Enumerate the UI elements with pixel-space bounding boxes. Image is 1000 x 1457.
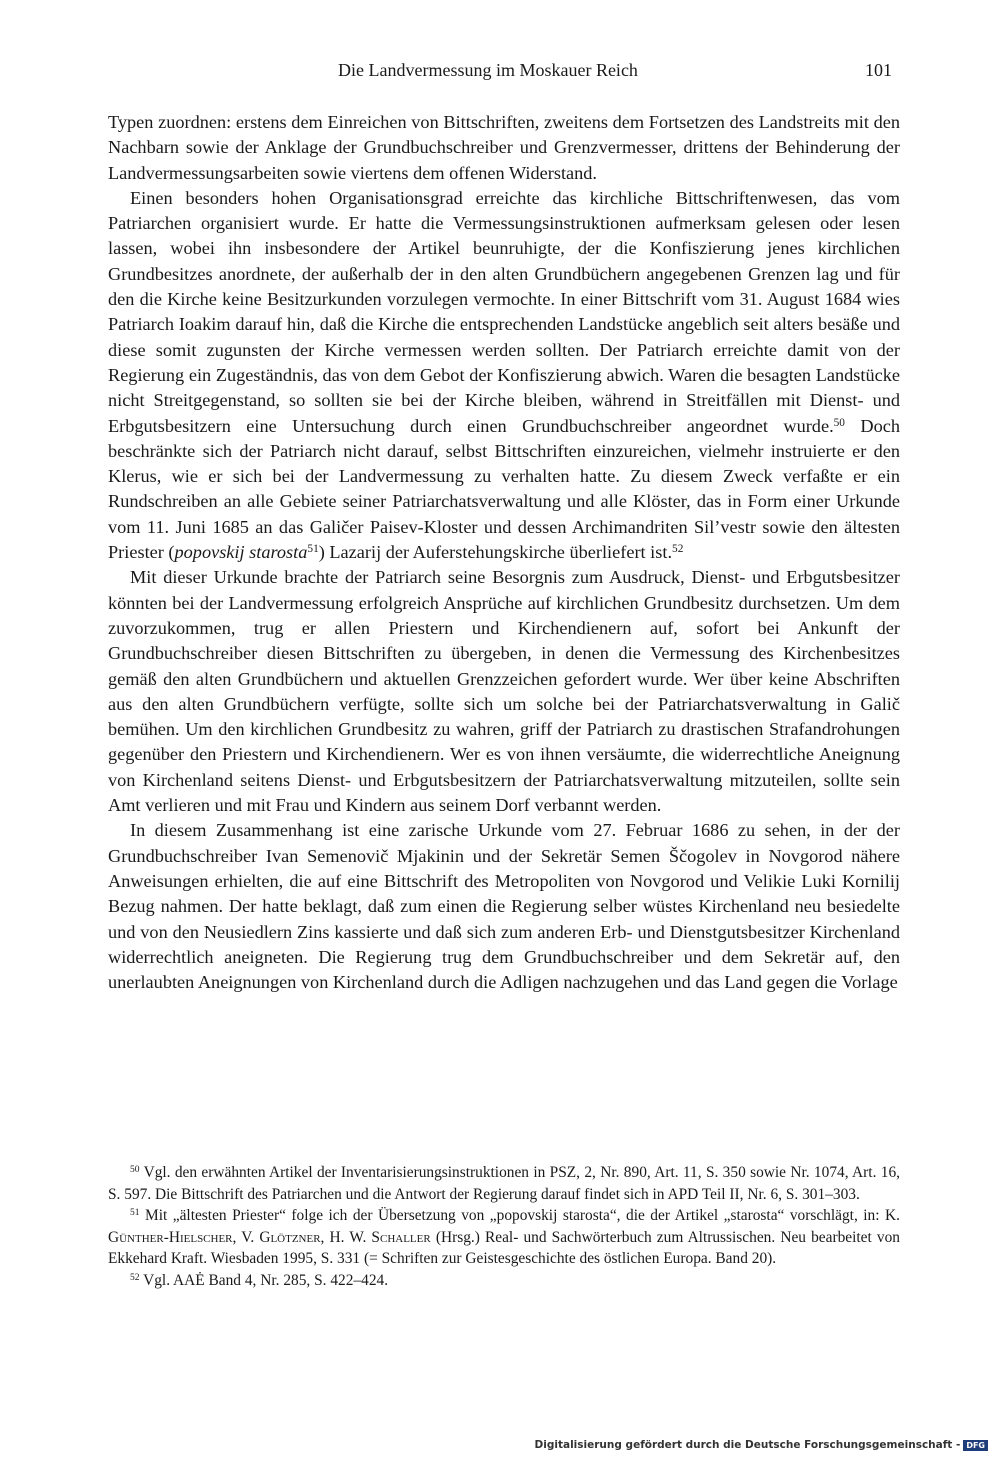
footnote-number-50: 50 bbox=[130, 1163, 140, 1175]
footnote-50-text: Vgl. den erwähnten Artikel der Inventarisierungsinstruktionen in PSZ, 2, Nr. 890, Art. 11, S. 350 sowie Nr. 1074, Art. 16, S. 597. Die Bittschrift des Patriarchen und die Antwort der Regierung darauf findet sich in APD Teil II, Nr. 6, S. 301–303. bbox=[108, 1164, 900, 1203]
footnote-ref-52[interactable]: 52 bbox=[672, 542, 684, 555]
footnote-50 bbox=[108, 1162, 900, 1205]
page-number: 101 bbox=[865, 60, 892, 80]
paragraph-2-part-2: Doch beschränkte sich der Patriarch nicht darauf, selbst Bittschriften einzureichen, vielmehr instruierte er den Klerus, wie er sich bei der Landvermessung zu verhalten hatte. Zu diesem Zweck verfaßte er ein Rundschreiben an alle Gebiete seiner Patriarchatsverwaltung und alle Klöster, das in Form einer Urkunde vom 11. Juni 1685 an das Galičer Paisev-Kloster und dessen Archimandriten Sil’vestr sowie den ältesten Priester ( bbox=[108, 415, 900, 563]
footnote-51-authors: K. Günther-Hielscher, V. Glötzner, H. W. Schaller bbox=[108, 1207, 900, 1246]
footnote-51-text-b: (Hrsg.) Real- und Sachwörterbuch zum Altrussischen. Neu bearbeitet von Ekkehard Kraft. Wiesbaden 1995, S. 331 (= Schriften zur Geistesgeschichte des östlichen Europa. Band 20). bbox=[108, 1228, 900, 1267]
digitization-note-text: Digitalisierung gefördert durch die Deutsche Forschungsgemeinschaft - bbox=[534, 1439, 961, 1451]
running-title: Die Landvermessung im Moskauer Reich bbox=[338, 60, 638, 80]
paragraph-1: Typen zuordnen: erstens dem Einreichen von Bittschriften, zweitens dem Fortsetzen des Landstreits mit den Nachbarn sowie der Anklage der Grundbuchschreiber und Grenzvermesser, drittens der Behinderung der Landvermessungsarbeiten sowie viertens dem offenen Widerstand. bbox=[108, 112, 900, 183]
footnote-ref-50[interactable]: 50 bbox=[833, 416, 845, 429]
footnote-51 bbox=[108, 1205, 900, 1270]
paragraph-3: Mit dieser Urkunde brachte der Patriarch seine Besorgnis zum Ausdruck, Dienst- und Erbgutsbesitzer könnten bei der Landvermessung erfolgreich Ansprüche auf kirchlichen Grundbesitz durchsetzen. Um dem zuvorzukommen, trug er allen Priestern und Kirchendienern auf, sofort bei Ankunft der Grundbuchschreiber diesen Bittschriften zu übergeben, in denen die Vermessung des Kirchenbesitzes gemäß den alten Grundbüchern und aktuellen Grenzzeichen gefordert wurde. Wer über keine Abschriften aus den alten Grundbüchern verfügte, sollte sich um solche bei der Patriarchatsverwaltung in Galič bemühen. Um den kirchlichen Grundbesitz zu wahren, griff der Patriarch zu drastischen Strafandrohungen gegenüber den Priestern und Kirchendienern. Wer es von ihnen versäumte, die widerrechtliche Aneignung von Kirchenland seitens Dienst- und Erbgutsbesitzern der Patriarchatsverwaltung mitzuteilen, sollte sein Amt verlieren und mit Frau und Kindern aus seinem Dorf verbannt werden. bbox=[108, 567, 900, 816]
dfg-logo-icon: DFG bbox=[963, 1440, 988, 1451]
paragraph-2-part-3: ) Lazarij der Auferstehungskirche überliefert ist. bbox=[318, 542, 673, 563]
footnotes bbox=[108, 1162, 900, 1291]
footnote-52-text: Vgl. AAĖ Band 4, Nr. 285, S. 422–424. bbox=[143, 1271, 389, 1289]
paragraph-2 bbox=[108, 186, 900, 565]
footnote-number-52: 52 bbox=[130, 1271, 140, 1283]
italic-term: popovskij starosta bbox=[174, 542, 308, 563]
footnote-52 bbox=[108, 1270, 900, 1292]
footnote-ref-51[interactable]: 51 bbox=[307, 542, 319, 555]
footnote-number-51: 51 bbox=[130, 1206, 140, 1218]
paragraph-4: In diesem Zusammenhang ist eine zarische Urkunde vom 27. Februar 1686 zu sehen, in der der Grundbuchschreiber Ivan Semenovič Mjakinin und der Sekretär Semen Ščogolev in Novgorod nähere Anweisungen erhielten, die auf eine Bittschrift des Metropoliten von Novgorod und Velikie Luki Kornilij Bezug nahmen. Der hatte beklagt, daß zum einen die Regierung selber wüstes Kirchenland neu besiedelte und von den Neusiedlern Zins kassierte und daß sich zum anderen Erb- und Dienstgutsbesitzer Kirchenland widerrechtlich aneigneten. Die Regierung trug dem Grundbuchschreiber und dem Sekretär auf, den unerlaubten Aneignungen von Kirchenland durch die Adligen nachzugehen und das Land gegen die Vorlage bbox=[108, 820, 900, 993]
digitization-note bbox=[535, 1439, 988, 1451]
running-head bbox=[108, 60, 900, 84]
paragraph-2-part-1: Einen besonders hohen Organisationsgrad erreichte das kirchliche Bittschriftenwesen, das vom Patriarchen organisiert wurde. Er hatte die Vermessungsinstruktionen aufmerksam gelesen oder lesen lassen, wobei ihn insbesondere der Artikel beunruhigte, der die Konfiszierung jenes kirchlichen Grundbesitzes anordnete, der außerhalb der in den alten Grundbüchern angegebenen Grenzen lag und für den die Kirche keine Besitzurkunden vorzulegen vermochte. In einer Bittschrift vom 31. August 1684 wies Patriarch Ioakim darauf hin, daß die Kirche die entsprechenden Landstücke angeblich seit alters besäße und diese somit zugunsten der Kirche vermessen werden sollten. Der Patriarch erreichte damit von der Regierung ein Zugeständnis, das von dem Gebot der Konfiszierung abwich. Waren die besagten Landstücke nicht Streitgegenstand, so sollten sie bei der Kirche bleiben, während in Streitfällen mit Dienst- und Erbgutsbesitzern eine Untersuchung durch einen Grundbuchschreiber angeordnet wurde. bbox=[108, 187, 900, 436]
footnote-51-text-a: Mit „ältesten Priester“ folge ich der Übersetzung von „popovskij starosta“, die der Artikel „starosta“ vorschlägt, in: bbox=[145, 1207, 886, 1224]
body-text bbox=[108, 110, 900, 995]
